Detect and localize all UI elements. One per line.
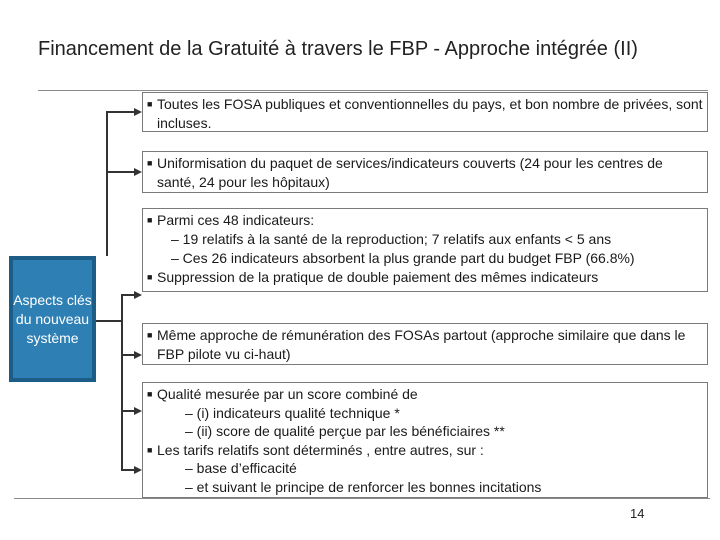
bullet-text: Parmi ces 48 indicateurs: bbox=[157, 212, 315, 228]
bullet-text: Uniformisation du paquet de services/indicateurs couverts (24 pour les centres de santé, 24 pour les hôpitaux) bbox=[157, 155, 663, 190]
bullet-item bbox=[147, 326, 703, 364]
arrow-icon bbox=[134, 168, 142, 176]
slide-title: Financement de la Gratuité à travers le FBP - Approche intégrée (II) bbox=[38, 38, 638, 60]
sub-item: – base d’efficacité bbox=[185, 460, 297, 476]
arrow-icon bbox=[134, 108, 142, 116]
arrow-icon bbox=[134, 407, 142, 415]
bullet-icon: ■ bbox=[147, 330, 153, 340]
arrow-icon bbox=[134, 351, 142, 359]
aspect-box-coverage bbox=[142, 92, 708, 132]
bullet-text: Les tarifs relatifs sont déterminés , entre autres, sur : bbox=[157, 441, 484, 458]
connector-branch-4 bbox=[121, 354, 134, 356]
bullet-item bbox=[147, 211, 703, 230]
connector-box-to-trunk bbox=[96, 320, 121, 322]
bullet-item bbox=[147, 95, 703, 133]
bullet-text: Même approche de rémunération des FOSAs partout (approche similaire que dans le FBP pilote vu ci-haut) bbox=[157, 327, 686, 362]
aspect-box-indicators bbox=[142, 208, 708, 292]
connector-trunk-lower bbox=[121, 294, 123, 470]
connector-branch-6 bbox=[121, 469, 134, 471]
connector-branch-2 bbox=[106, 171, 134, 173]
arrow-icon bbox=[134, 466, 142, 474]
sub-item: – (i) indicateurs qualité technique * bbox=[185, 404, 400, 421]
bullet-icon: ■ bbox=[147, 444, 153, 455]
bullet-icon: ■ bbox=[147, 272, 153, 282]
bullet-text: Qualité mesurée par un score combiné de bbox=[157, 386, 418, 402]
bullet-icon: ■ bbox=[147, 215, 153, 225]
bullet-item bbox=[147, 385, 703, 404]
sub-item: – (ii) score de qualité perçue par les bénéficiaires ** bbox=[185, 423, 505, 439]
bullet-item bbox=[147, 154, 703, 192]
key-aspects-label: Aspects clés du nouveau système bbox=[13, 291, 92, 346]
bullet-icon: ■ bbox=[147, 158, 153, 168]
connector-branch-3 bbox=[121, 294, 134, 296]
arrow-icon bbox=[134, 291, 142, 299]
aspect-box-remuneration bbox=[142, 323, 708, 365]
bullet-text: Suppression de la pratique de double paiement des mêmes indicateurs bbox=[157, 269, 599, 285]
bullet-text: Toutes les FOSA publiques et conventionnelles du pays, et bon nombre de privées, sont incluses. bbox=[157, 96, 703, 131]
aspect-box-package bbox=[142, 151, 708, 193]
sub-item: – 19 relatifs à la santé de la reproduction; 7 relatifs aux enfants < 5 ans bbox=[171, 231, 612, 247]
bullet-icon: ■ bbox=[147, 99, 153, 109]
connector-branch-5 bbox=[121, 410, 134, 412]
title-divider bbox=[38, 90, 708, 91]
footer-divider bbox=[14, 498, 710, 499]
aspect-box-quality bbox=[142, 382, 708, 498]
key-aspects-box bbox=[9, 256, 96, 382]
bullet-icon: ■ bbox=[147, 389, 153, 399]
bullet-item bbox=[147, 268, 703, 287]
sub-item: – et suivant le principe de renforcer les bonnes incitations bbox=[185, 478, 542, 495]
sub-item: – Ces 26 indicateurs absorbent la plus grande part du budget FBP (66.8%) bbox=[171, 250, 635, 266]
page-number: 14 bbox=[630, 506, 645, 521]
connector-branch-1 bbox=[106, 111, 134, 113]
connector-trunk-upper bbox=[106, 112, 108, 256]
bullet-item bbox=[147, 441, 703, 460]
